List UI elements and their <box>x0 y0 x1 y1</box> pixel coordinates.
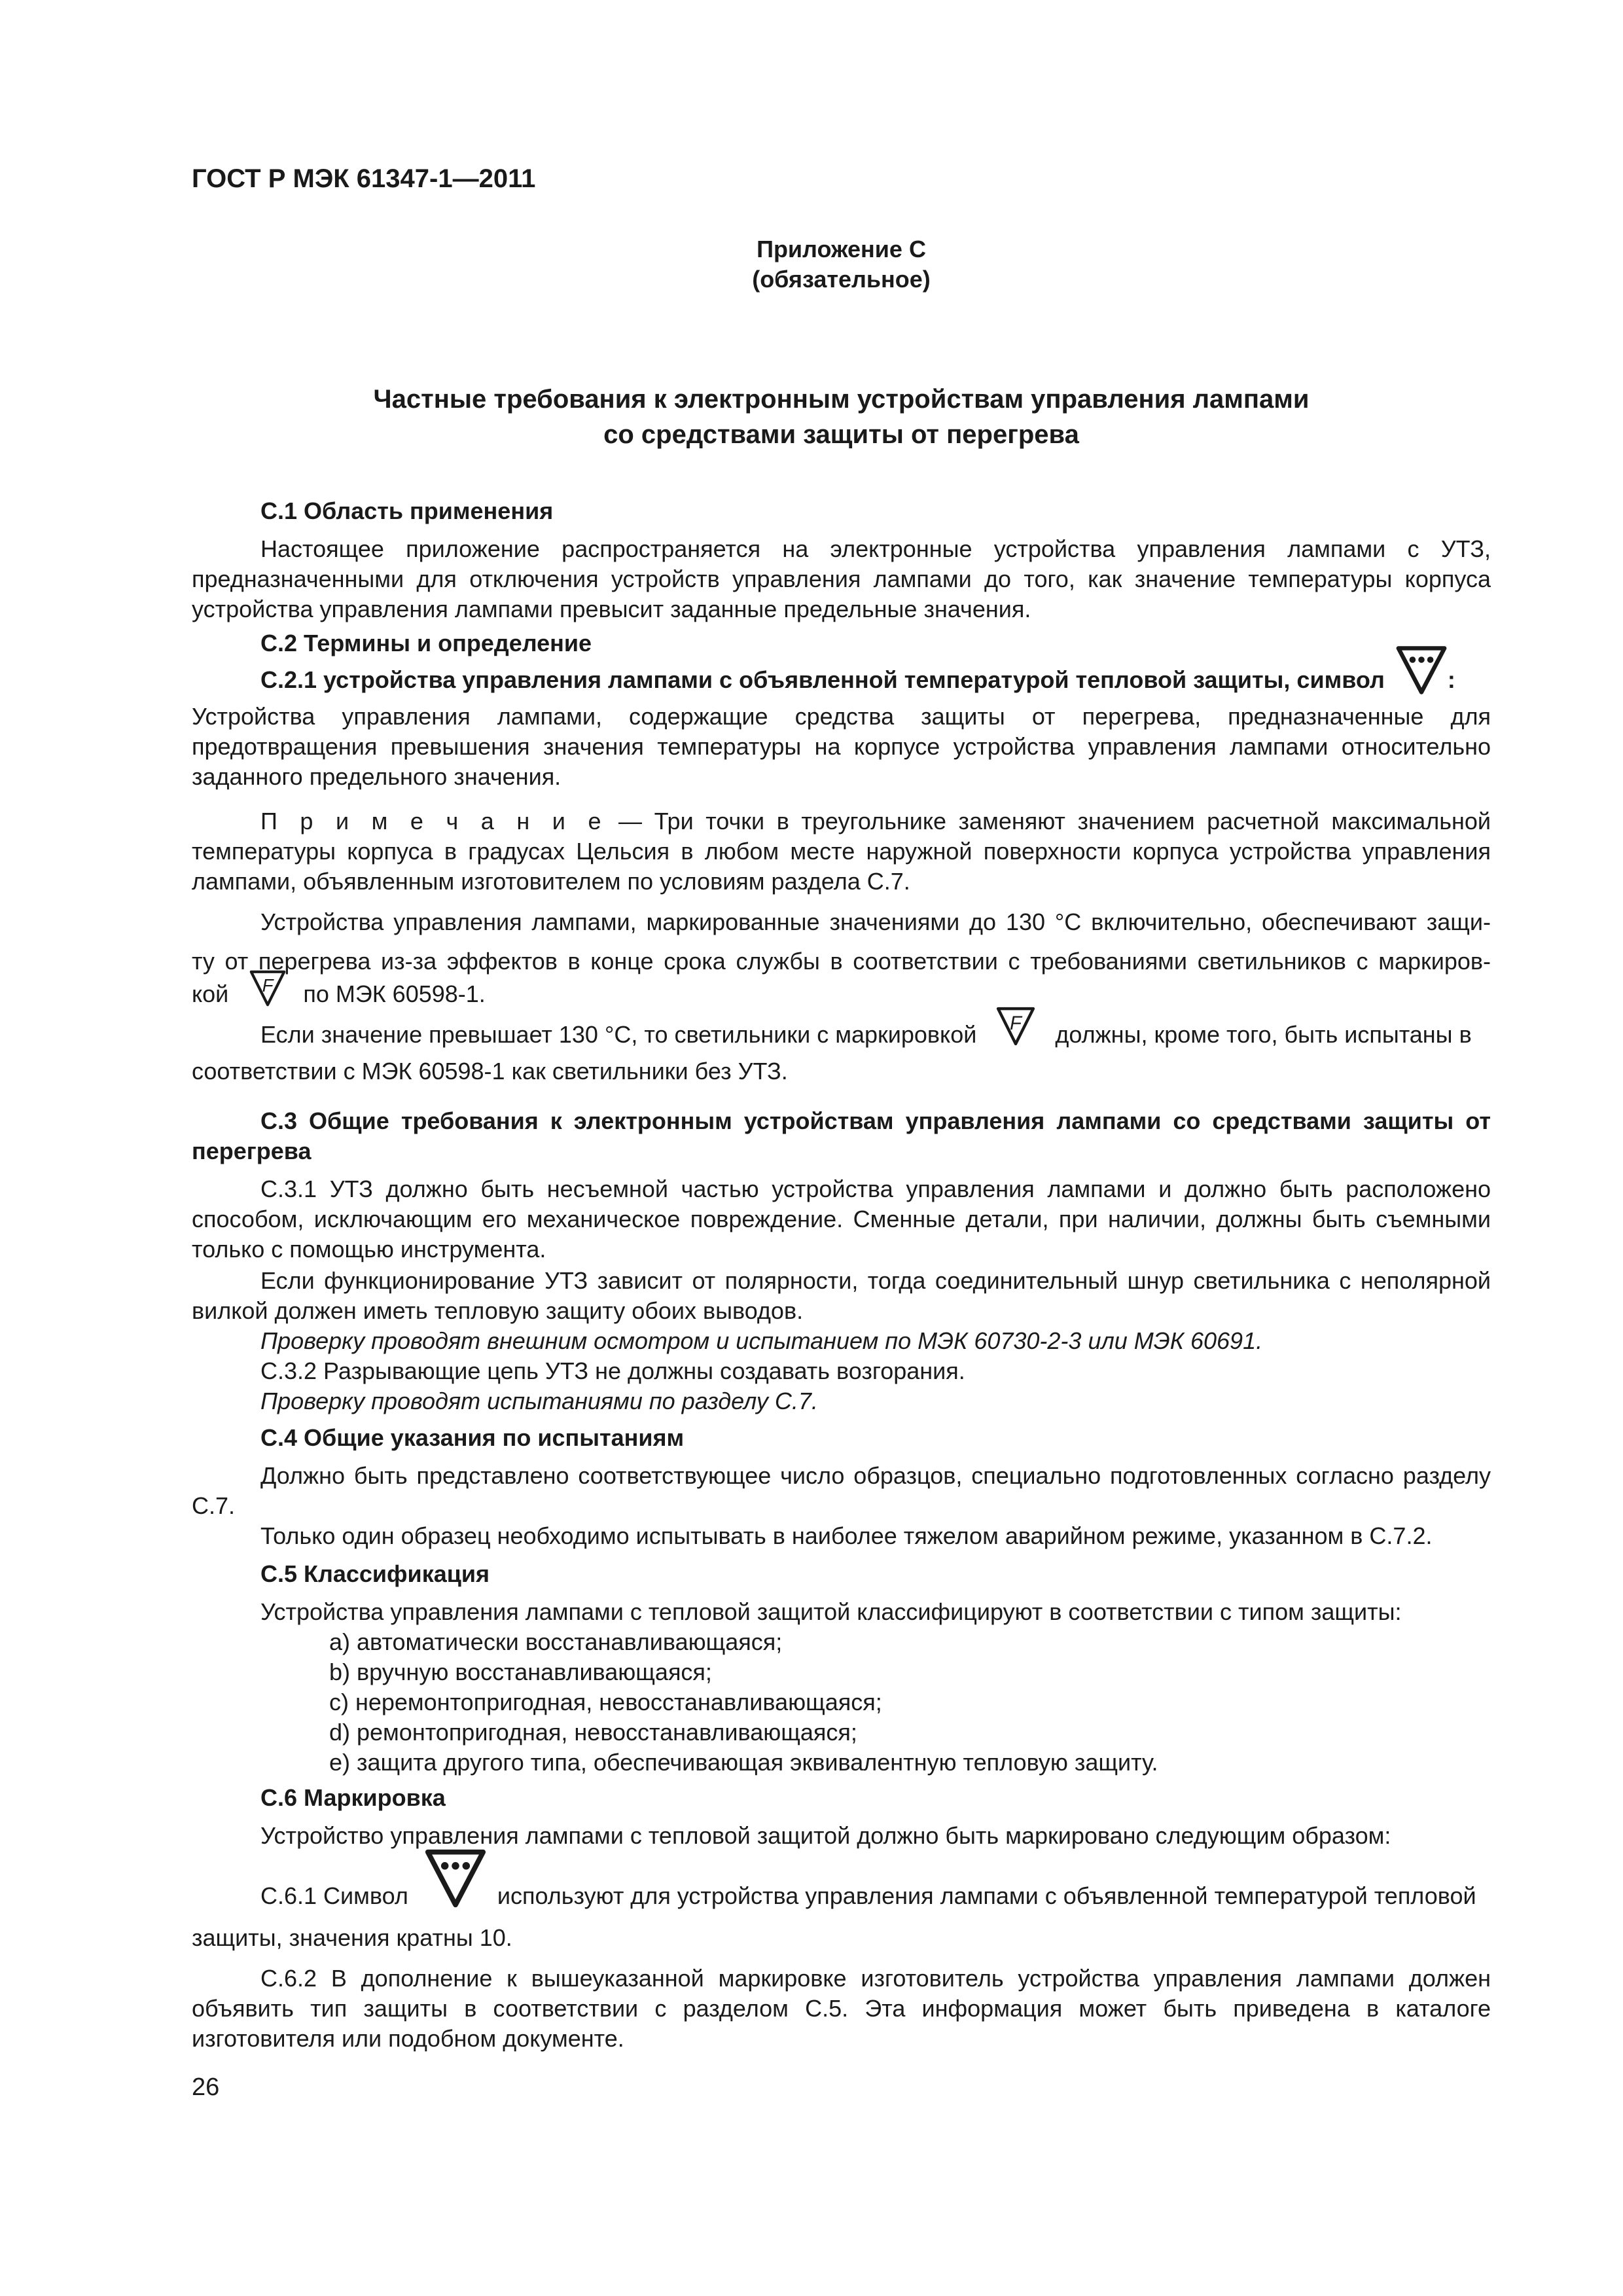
c3-check-text: Проверку проводят внешним осмотром и испытанием по МЭК 60730-2-3 или МЭК 60691. <box>260 1327 1263 1354</box>
c2-paragraph1-line3-post: по МЭК 60598-1. <box>303 980 486 1007</box>
section-c3-title: С.3 Общие требования к электронным устройствам управления лампами со средствами защиты от перегрева <box>192 1107 1491 1164</box>
c2-paragraph2-line1 <box>192 1013 1491 1050</box>
c31-paragraph: С.3.1 УТЗ должно быть несъемной частью устройства управления лампами и должно быть расположено способом, исключающим его механическое повреждение. Сменные детали, при наличии, должны быть съемными только с помощью инструмента. <box>192 1175 1491 1263</box>
c2-paragraph1-line2: ту от перегрева из-за эффектов в конце срока службы в соответствии с требованиями светильников с маркиров- <box>192 948 1491 975</box>
list-item: e) защита другого типа, обеспечивающая эквивалентную тепловую защиту. <box>329 1749 1158 1776</box>
c2-paragraph2-post: должны, кроме того, быть испытаны в <box>1055 1021 1472 1048</box>
section-c6-title: С.6 Маркировка <box>260 1784 446 1811</box>
c61-paragraph-line1 <box>192 1881 1491 1911</box>
list-item: c) неремонтопригодная, невосстанавливающаяся; <box>329 1689 882 1715</box>
c61-post: используют для устройства управления лампами с объявленной температурой тепловой <box>497 1882 1476 1909</box>
c2-paragraph2-line2: соответствии с МЭК 60598-1 как светильники без УТЗ. <box>192 1058 788 1085</box>
appendix-heading-line1: Частные требования к электронным устройствам управления лампами <box>373 385 1310 414</box>
section-c1-paragraph: Настоящее приложение распространяется на электронные устройства управления лампами с УТЗ, предназначенными для отключения устройств управления лампами до того, как значение температуры корпуса устройства управления лампами превысит заданные предельные значения. <box>192 535 1491 622</box>
c3-polarity-paragraph: Если функционирование УТЗ зависит от полярности, тогда соединительный шнур светильника с неполярной вилкой должен иметь тепловую защиту обоих выводов. <box>192 1267 1491 1324</box>
c32-check-text: Проверку проводят испытаниями по разделу С.7. <box>260 1388 818 1414</box>
list-item: a) автоматически восстанавливающаяся; <box>329 1628 783 1655</box>
note-label: П р и м е ч а н и е <box>260 808 607 834</box>
page-number: 26 <box>192 2073 220 2101</box>
note-c21 <box>192 806 1491 897</box>
c2-paragraph2-pre: Если значение превышает 130 °С, то светильники с маркировкой <box>260 1021 977 1048</box>
document-id: ГОСТ Р МЭК 61347-1—2011 <box>192 164 536 193</box>
appendix-status: (обязательное) <box>752 266 931 293</box>
section-c4-title: С.4 Общие указания по испытаниям <box>260 1424 685 1451</box>
term-c21-definition: Устройства управления лампами, содержащие средства защиты от перегрева, предназначенные для предотвращения превышения значения температуры на корпусе устройства управления лампами относительно заданного предельного значения. <box>192 703 1491 790</box>
term-c21 <box>192 665 1491 696</box>
section-c2-title: С.2 Термины и определение <box>260 630 592 656</box>
c2-paragraph1-line3-pre: кой <box>192 980 229 1007</box>
c61-paragraph-line2: защиты, значения кратны 10. <box>192 1924 512 1951</box>
c61-pre: С.6.1 Символ <box>260 1882 408 1909</box>
section-c5-title: С.5 Классификация <box>260 1560 490 1587</box>
svg-text:F: F <box>1010 1013 1022 1035</box>
term-c21-colon: : <box>1447 666 1455 693</box>
c5-intro: Устройства управления лампами с тепловой защитой классифицируют в соответствии с типом защиты: <box>260 1598 1402 1625</box>
classification-list <box>260 1627 1560 1778</box>
triangle-dots-icon <box>1395 644 1448 696</box>
c62-paragraph: С.6.2 В дополнение к вышеуказанной маркировке изготовитель устройства управления лампами должен объявить тип защиты в соответствии с разделом С.5. Эта информация может быть приведена в каталоге изготовителя или подобном документе. <box>192 1965 1491 2052</box>
c2-paragraph1-line1: Устройства управления лампами, маркированные значениями до 130 °С включительно, обеспечивают защи- <box>260 908 1491 935</box>
c4-paragraph2: Только один образец необходимо испытывать в наиболее тяжелом аварийном режиме, указанном в С.7.2. <box>260 1522 1433 1549</box>
c32-paragraph: С.3.2 Разрывающие цепь УТЗ не должны создавать возгорания. <box>260 1357 965 1384</box>
appendix-title: Приложение С <box>757 236 926 262</box>
svg-text:F: F <box>262 975 274 996</box>
note-text: — Три точки в треугольнике заменяют значением расчетной максимальной температуры корпуса в градусах Цельсия в любом месте наружной поверхности корпуса устройства управления лампами, объявленным изготовителем по условиям раздела С.7. <box>192 808 1491 895</box>
triangle-f-icon <box>995 1005 1037 1047</box>
section-c1-title: С.1 Область применения <box>260 497 554 524</box>
c2-paragraph1-line3 <box>192 975 1491 1009</box>
appendix-heading-line2: со средствами защиты от перегрева <box>603 420 1079 449</box>
list-item: b) вручную восстанавливающаяся; <box>329 1659 712 1685</box>
triangle-dots-icon <box>424 1847 487 1910</box>
triangle-f-icon <box>248 968 287 1009</box>
term-c21-text: С.2.1 устройства управления лампами с объявленной температурой тепловой защиты, символ <box>260 666 1385 693</box>
c6-intro: Устройство управления лампами с тепловой защитой должно быть маркировано следующим образом: <box>260 1822 1391 1849</box>
list-item: d) ремонтопригодная, невосстанавливающаяся; <box>329 1719 857 1746</box>
c4-paragraph1: Должно быть представлено соответствующее число образцов, специально подготовленных согласно разделу С.7. <box>192 1462 1491 1519</box>
